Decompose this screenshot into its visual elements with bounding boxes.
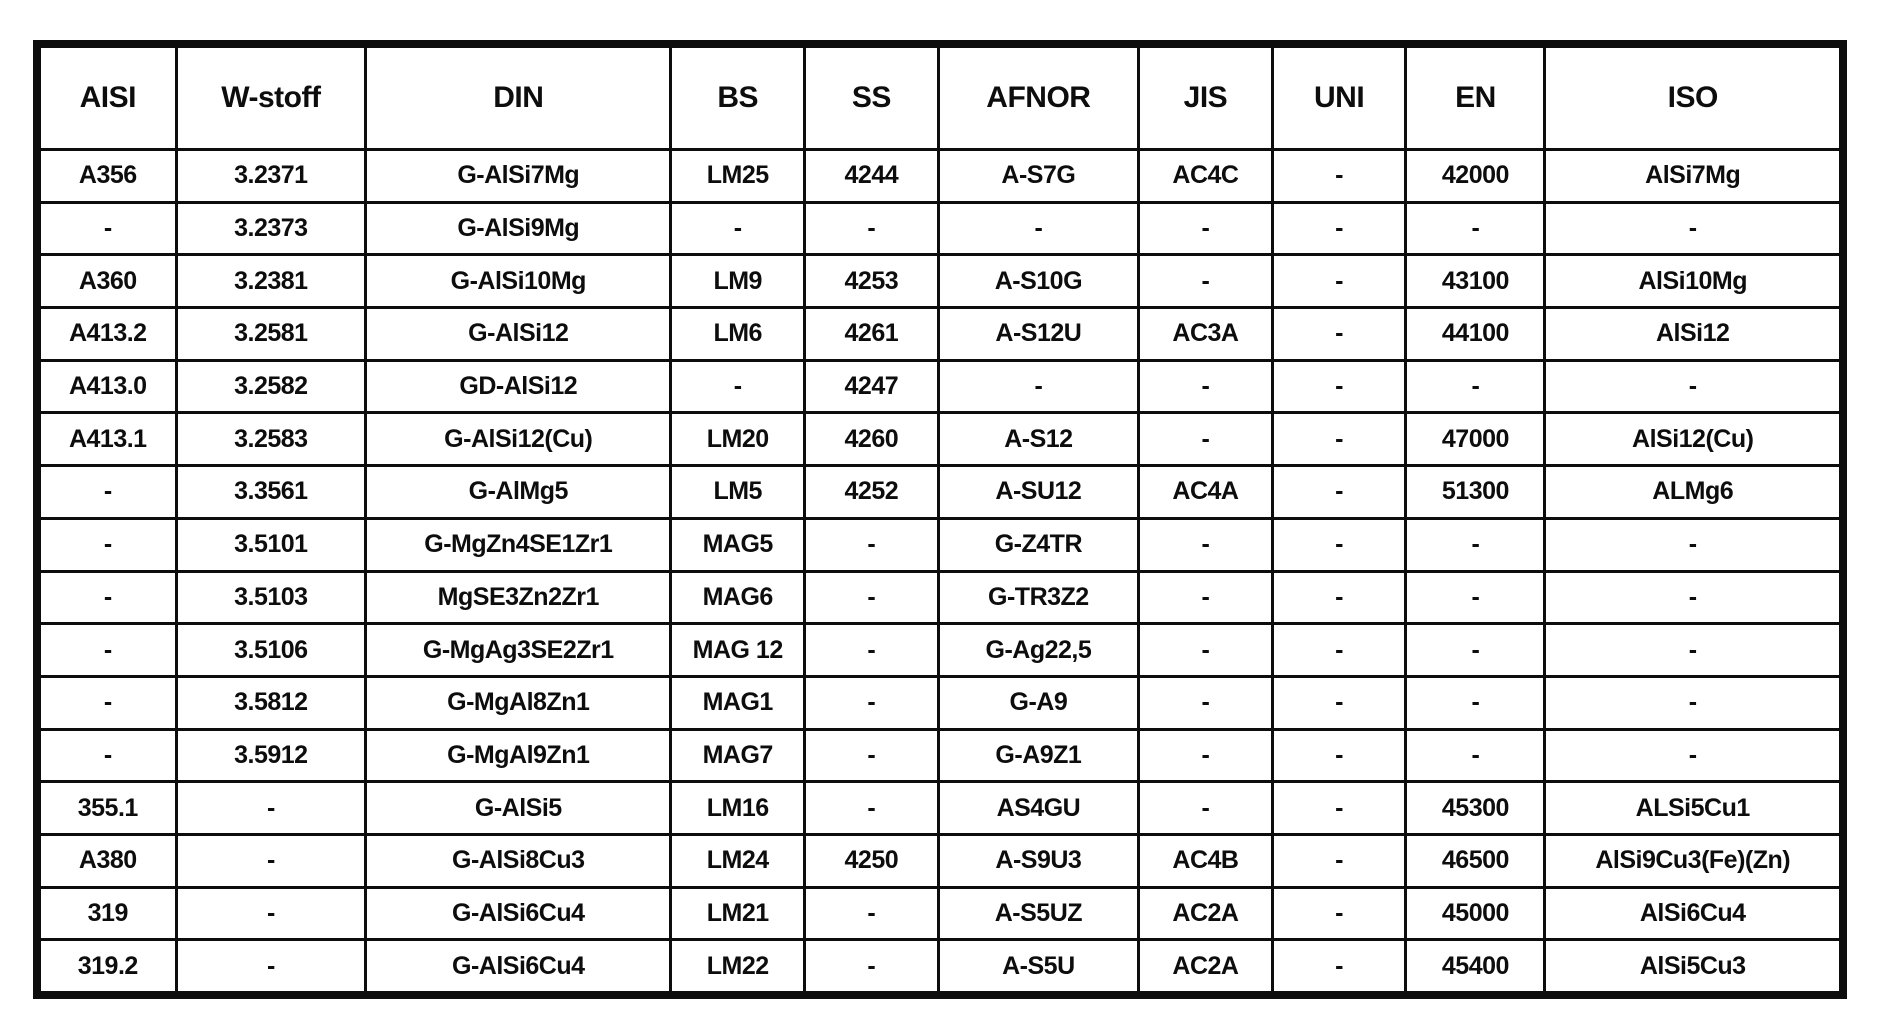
header-cell-w-stoff: W-stoff: [176, 44, 366, 150]
table-cell: 355.1: [37, 782, 176, 835]
table-cell: AC4B: [1139, 834, 1273, 887]
table-cell: 3.5101: [176, 518, 366, 571]
table-cell: 319: [37, 887, 176, 940]
table-cell: -: [1272, 518, 1406, 571]
table-cell: LM6: [671, 308, 805, 361]
table-row: [37, 887, 1843, 940]
table-cell: G-AlSi10Mg: [366, 255, 671, 308]
table-cell: G-MgZn4SE1Zr1: [366, 518, 671, 571]
table-cell: G-MgAg3SE2Zr1: [366, 624, 671, 677]
table-cell: 45400: [1406, 940, 1545, 995]
table-cell: 3.2582: [176, 360, 366, 413]
table-cell: -: [805, 571, 939, 624]
table-cell: A-S10G: [938, 255, 1138, 308]
header-cell-aisi: AISI: [37, 44, 176, 150]
table-cell: -: [1139, 624, 1273, 677]
table-cell: -: [1272, 571, 1406, 624]
table-row: [37, 676, 1843, 729]
table-cell: 3.2371: [176, 150, 366, 203]
table-cell: -: [1272, 202, 1406, 255]
table-cell: G-AlSi12(Cu): [366, 413, 671, 466]
table-cell: A380: [37, 834, 176, 887]
table-cell: A-S5U: [938, 940, 1138, 995]
table-cell: 3.5912: [176, 729, 366, 782]
table-cell: 4244: [805, 150, 939, 203]
table-cell: MAG6: [671, 571, 805, 624]
table-cell: -: [671, 360, 805, 413]
table-cell: -: [938, 360, 1138, 413]
table-cell: -: [1545, 624, 1843, 677]
header-cell-jis: JIS: [1139, 44, 1273, 150]
table-cell: LM20: [671, 413, 805, 466]
table-cell: MgSE3Zn2Zr1: [366, 571, 671, 624]
table-cell: -: [805, 624, 939, 677]
table-cell: -: [1139, 360, 1273, 413]
table-cell: -: [805, 202, 939, 255]
table-cell: AlSi9Cu3(Fe)(Zn): [1545, 834, 1843, 887]
table-cell: -: [1139, 676, 1273, 729]
table-cell: AS4GU: [938, 782, 1138, 835]
table-cell: -: [805, 887, 939, 940]
table-cell: G-A9Z1: [938, 729, 1138, 782]
table-cell: -: [1139, 255, 1273, 308]
table-cell: LM16: [671, 782, 805, 835]
table-cell: -: [1545, 571, 1843, 624]
table-cell: 44100: [1406, 308, 1545, 361]
table-cell: -: [671, 202, 805, 255]
table-cell: -: [1545, 676, 1843, 729]
table-cell: A-S5UZ: [938, 887, 1138, 940]
table-row: [37, 782, 1843, 835]
table-cell: 51300: [1406, 466, 1545, 519]
table-cell: -: [1406, 518, 1545, 571]
table-cell: -: [1406, 624, 1545, 677]
table-cell: A413.0: [37, 360, 176, 413]
table-cell: MAG1: [671, 676, 805, 729]
header-cell-din: DIN: [366, 44, 671, 150]
table-cell: G-Z4TR: [938, 518, 1138, 571]
table-cell: ALSi5Cu1: [1545, 782, 1843, 835]
table-row: [37, 255, 1843, 308]
table-cell: -: [37, 624, 176, 677]
table-row: [37, 518, 1843, 571]
table-row: [37, 834, 1843, 887]
table-cell: A413.1: [37, 413, 176, 466]
table-cell: -: [1272, 466, 1406, 519]
table-cell: AC4A: [1139, 466, 1273, 519]
table-cell: AlSi10Mg: [1545, 255, 1843, 308]
table-row: [37, 202, 1843, 255]
table-row: [37, 729, 1843, 782]
table-cell: 45000: [1406, 887, 1545, 940]
table-cell: 3.5103: [176, 571, 366, 624]
table-cell: -: [1406, 360, 1545, 413]
table-cell: -: [1272, 782, 1406, 835]
table-cell: -: [1272, 676, 1406, 729]
table-cell: LM24: [671, 834, 805, 887]
table-cell: -: [37, 571, 176, 624]
table-cell: -: [1406, 202, 1545, 255]
table-cell: G-AlSi6Cu4: [366, 887, 671, 940]
table-cell: -: [1545, 202, 1843, 255]
table-row: [37, 624, 1843, 677]
table-cell: -: [37, 676, 176, 729]
table-cell: G-AlSi5: [366, 782, 671, 835]
table-cell: -: [1272, 308, 1406, 361]
table-cell: -: [805, 729, 939, 782]
table-cell: 45300: [1406, 782, 1545, 835]
table-cell: 4252: [805, 466, 939, 519]
table-cell: 3.2381: [176, 255, 366, 308]
table-cell: 4261: [805, 308, 939, 361]
table-cell: -: [1272, 360, 1406, 413]
table-row: [37, 466, 1843, 519]
table-cell: G-TR3Z2: [938, 571, 1138, 624]
table-cell: -: [805, 782, 939, 835]
table-row: [37, 308, 1843, 361]
table-cell: G-AlSi7Mg: [366, 150, 671, 203]
table-cell: -: [1406, 729, 1545, 782]
table-cell: G-A9: [938, 676, 1138, 729]
table-cell: 3.2583: [176, 413, 366, 466]
table-cell: -: [1272, 413, 1406, 466]
table-cell: 3.5812: [176, 676, 366, 729]
table-cell: LM22: [671, 940, 805, 995]
table-cell: 42000: [1406, 150, 1545, 203]
table-cell: 3.2373: [176, 202, 366, 255]
header-row: [37, 44, 1843, 150]
header-cell-uni: UNI: [1272, 44, 1406, 150]
table-row: [37, 940, 1843, 995]
table-cell: A-S12: [938, 413, 1138, 466]
table-cell: 4260: [805, 413, 939, 466]
table-cell: G-AlSi12: [366, 308, 671, 361]
header-cell-ss: SS: [805, 44, 939, 150]
table-cell: LM25: [671, 150, 805, 203]
table-cell: -: [805, 518, 939, 571]
table-cell: -: [1139, 571, 1273, 624]
table-cell: -: [176, 782, 366, 835]
table-cell: AlSi12(Cu): [1545, 413, 1843, 466]
table-cell: -: [176, 887, 366, 940]
table-cell: 47000: [1406, 413, 1545, 466]
table-cell: -: [805, 940, 939, 995]
table-cell: LM5: [671, 466, 805, 519]
table-cell: 4250: [805, 834, 939, 887]
table-cell: ALMg6: [1545, 466, 1843, 519]
header-cell-iso: ISO: [1545, 44, 1843, 150]
table-cell: -: [37, 466, 176, 519]
table-cell: -: [1272, 729, 1406, 782]
table-cell: A356: [37, 150, 176, 203]
table-row: [37, 150, 1843, 203]
table-cell: G-AlMg5: [366, 466, 671, 519]
table-body: [37, 150, 1843, 996]
table-cell: LM21: [671, 887, 805, 940]
table-cell: -: [37, 202, 176, 255]
header-cell-bs: BS: [671, 44, 805, 150]
table-cell: -: [1545, 360, 1843, 413]
table-cell: A-S9U3: [938, 834, 1138, 887]
table-cell: -: [1272, 624, 1406, 677]
table-cell: -: [1139, 518, 1273, 571]
table-cell: G-AlSi6Cu4: [366, 940, 671, 995]
table-cell: -: [1406, 676, 1545, 729]
table-cell: A-SU12: [938, 466, 1138, 519]
table-row: [37, 360, 1843, 413]
table-cell: AC2A: [1139, 887, 1273, 940]
table-cell: A360: [37, 255, 176, 308]
table-cell: AC2A: [1139, 940, 1273, 995]
table-cell: -: [37, 518, 176, 571]
table-cell: G-MgAl9Zn1: [366, 729, 671, 782]
table-cell: -: [176, 834, 366, 887]
table-cell: AC4C: [1139, 150, 1273, 203]
table-cell: MAG5: [671, 518, 805, 571]
table-cell: -: [176, 940, 366, 995]
table-cell: -: [1272, 834, 1406, 887]
table-row: [37, 571, 1843, 624]
table-cell: AC3A: [1139, 308, 1273, 361]
table-cell: -: [1406, 571, 1545, 624]
table-cell: G-MgAl8Zn1: [366, 676, 671, 729]
table-cell: -: [1139, 202, 1273, 255]
table-cell: LM9: [671, 255, 805, 308]
table-cell: 3.5106: [176, 624, 366, 677]
table-cell: 43100: [1406, 255, 1545, 308]
table-cell: 319.2: [37, 940, 176, 995]
table-cell: -: [1272, 887, 1406, 940]
table-cell: -: [938, 202, 1138, 255]
table-cell: -: [1139, 413, 1273, 466]
table-cell: -: [1139, 782, 1273, 835]
table-cell: GD-AlSi12: [366, 360, 671, 413]
table-cell: G-AlSi9Mg: [366, 202, 671, 255]
table-cell: 46500: [1406, 834, 1545, 887]
table-cell: -: [1545, 518, 1843, 571]
table-cell: 4253: [805, 255, 939, 308]
table-cell: 3.2581: [176, 308, 366, 361]
table-cell: A-S7G: [938, 150, 1138, 203]
table-row: [37, 413, 1843, 466]
table-cell: G-Ag22,5: [938, 624, 1138, 677]
table-cell: AlSi7Mg: [1545, 150, 1843, 203]
table-cell: AlSi12: [1545, 308, 1843, 361]
header-cell-afnor: AFNOR: [938, 44, 1138, 150]
table-cell: AlSi6Cu4: [1545, 887, 1843, 940]
table-cell: G-AlSi8Cu3: [366, 834, 671, 887]
table-cell: 3.3561: [176, 466, 366, 519]
header-cell-en: EN: [1406, 44, 1545, 150]
table-cell: A413.2: [37, 308, 176, 361]
table-cell: -: [37, 729, 176, 782]
table-cell: -: [1545, 729, 1843, 782]
table-cell: -: [1272, 940, 1406, 995]
table-cell: -: [1272, 255, 1406, 308]
alloy-cross-reference-table: [33, 40, 1847, 999]
table-cell: MAG 12: [671, 624, 805, 677]
table-cell: -: [805, 676, 939, 729]
table-cell: A-S12U: [938, 308, 1138, 361]
table-cell: -: [1272, 150, 1406, 203]
table-cell: 4247: [805, 360, 939, 413]
table-cell: MAG7: [671, 729, 805, 782]
table-cell: -: [1139, 729, 1273, 782]
table-cell: AlSi5Cu3: [1545, 940, 1843, 995]
